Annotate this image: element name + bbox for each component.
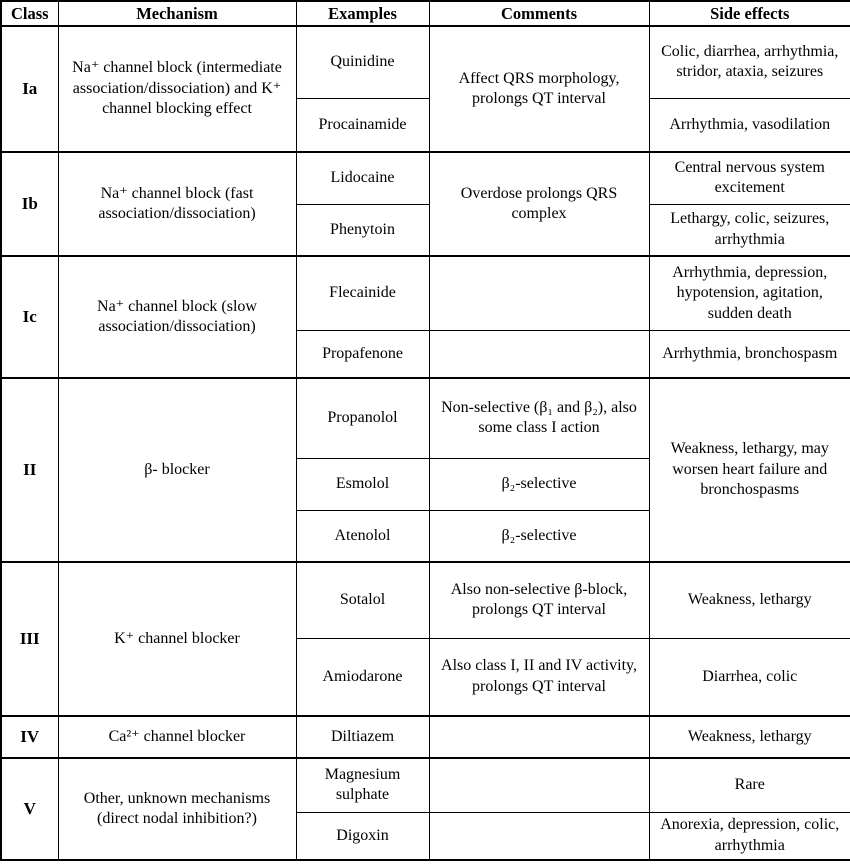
example-cell-amiodarone: Amiodarone [296, 638, 429, 716]
example-cell-quinidine: Quinidine [296, 26, 429, 98]
side-effects-cell-ii: Weakness, lethargy, may worsen heart failure and bronchospasms [649, 378, 850, 562]
mechanism-cell-ia: Na⁺ channel block (intermediate association/dissociation) and K⁺ channel blocking effect [58, 26, 296, 152]
class-cell-ic: Ic [1, 256, 58, 378]
header-comments: Comments [429, 1, 649, 26]
table-header-row [1, 1, 850, 26]
comment-cell-magnesium-sulphate [429, 758, 649, 812]
table-row [1, 256, 850, 330]
side-effects-cell-sotalol: Weakness, lethargy [649, 562, 850, 638]
table-row [1, 378, 850, 458]
side-effects-cell-amiodarone: Diarrhea, colic [649, 638, 850, 716]
example-cell-digoxin: Digoxin [296, 812, 429, 860]
comment-cell-digoxin [429, 812, 649, 860]
side-effects-cell-magnesium-sulphate: Rare [649, 758, 850, 812]
table-row [1, 716, 850, 758]
comment-cell-esmolol: β₂-selective [429, 458, 649, 510]
example-cell-atenolol: Atenolol [296, 510, 429, 562]
class-cell-v: V [1, 758, 58, 860]
comment-cell-flecainide [429, 256, 649, 330]
comment-cell-propafenone [429, 330, 649, 378]
class-cell-ia: Ia [1, 26, 58, 152]
side-effects-cell-diltiazem: Weakness, lethargy [649, 716, 850, 758]
side-effects-cell-propafenone: Arrhythmia, bronchospasm [649, 330, 850, 378]
comment-cell-amiodarone: Also class I, II and IV activity, prolongs QT interval [429, 638, 649, 716]
comment-cell-atenolol: β₂-selective [429, 510, 649, 562]
mechanism-cell-ic: Na⁺ channel block (slow association/dissociation) [58, 256, 296, 378]
mechanism-cell-iv: Ca²⁺ channel blocker [58, 716, 296, 758]
mechanism-cell-ii: β- blocker [58, 378, 296, 562]
header-class: Class [1, 1, 58, 26]
mechanism-cell-iii: K⁺ channel blocker [58, 562, 296, 716]
header-examples: Examples [296, 1, 429, 26]
example-cell-diltiazem: Diltiazem [296, 716, 429, 758]
side-effects-cell-digoxin: Anorexia, depression, colic, arrhythmia [649, 812, 850, 860]
comment-cell-ib: Overdose prolongs QRS complex [429, 152, 649, 256]
table-row [1, 758, 850, 812]
example-cell-magnesium-sulphate: Magnesium sulphate [296, 758, 429, 812]
example-cell-propanolol: Propanolol [296, 378, 429, 458]
example-cell-lidocaine: Lidocaine [296, 152, 429, 204]
mechanism-cell-v: Other, unknown mechanisms (direct nodal inhibition?) [58, 758, 296, 860]
comment-cell-propanolol: Non-selective (β₁ and β₂), also some class I action [429, 378, 649, 458]
comment-cell-diltiazem [429, 716, 649, 758]
table-row [1, 562, 850, 638]
side-effects-cell-procainamide: Arrhythmia, vasodilation [649, 98, 850, 152]
example-cell-procainamide: Procainamide [296, 98, 429, 152]
header-mechanism: Mechanism [58, 1, 296, 26]
side-effects-cell-quinidine: Colic, diarrhea, arrhythmia, stridor, ataxia, seizures [649, 26, 850, 98]
comment-cell-ia: Affect QRS morphology, prolongs QT interval [429, 26, 649, 152]
table-row [1, 26, 850, 98]
side-effects-cell-lidocaine: Central nervous system excitement [649, 152, 850, 204]
mechanism-cell-ib: Na⁺ channel block (fast association/dissociation) [58, 152, 296, 256]
class-cell-iv: IV [1, 716, 58, 758]
class-cell-ib: Ib [1, 152, 58, 256]
example-cell-esmolol: Esmolol [296, 458, 429, 510]
class-cell-iii: III [1, 562, 58, 716]
side-effects-cell-flecainide: Arrhythmia, depression, hypotension, agitation, sudden death [649, 256, 850, 330]
side-effects-cell-phenytoin: Lethargy, colic, seizures, arrhythmia [649, 204, 850, 256]
class-cell-ii: II [1, 378, 58, 562]
example-cell-flecainide: Flecainide [296, 256, 429, 330]
example-cell-propafenone: Propafenone [296, 330, 429, 378]
table-row [1, 152, 850, 204]
example-cell-phenytoin: Phenytoin [296, 204, 429, 256]
example-cell-sotalol: Sotalol [296, 562, 429, 638]
header-side-effects: Side effects [649, 1, 850, 26]
comment-cell-sotalol: Also non-selective β-block, prolongs QT interval [429, 562, 649, 638]
